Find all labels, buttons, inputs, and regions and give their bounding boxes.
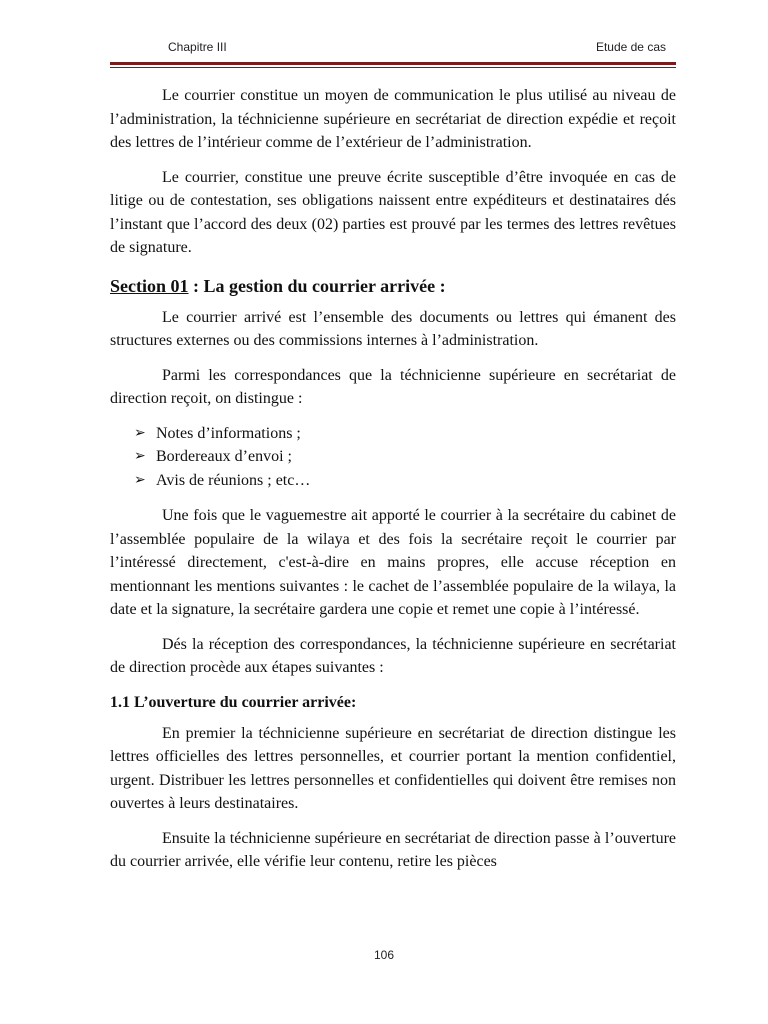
list-item: ➢ Bordereaux d’envoi ; (134, 445, 676, 469)
page-number: 106 (373, 948, 395, 962)
arrow-bullet-icon: ➢ (134, 472, 146, 488)
page-body (110, 84, 676, 885)
paragraph: Dés la réception des correspondances, la téchnicienne supérieure en secrétariat de direction procède aux étapes suivantes : (110, 635, 676, 676)
section-number: Section 01 (110, 275, 189, 296)
arrow-bullet-icon: ➢ (134, 425, 146, 441)
bullet-list (110, 422, 676, 493)
header-rule-thick (110, 62, 676, 65)
chapter-label: Chapitre III (168, 40, 227, 54)
subsection-heading: 1.1 L’ouverture du courrier arrivée: (110, 693, 357, 711)
list-item: ➢ Avis de réunions ; etc… (134, 469, 676, 493)
paragraph: En premier la téchnicienne supérieure en secrétariat de direction distingue les lettres officielles des lettres personnelles, et courrier portant la mention confidentiel, urgent. Distribuer les lettres personnelles et confidentielles qui doivent être remises non ouvertes à leurs destinataires. (110, 724, 676, 812)
paragraph: Le courrier arrivé est l’ensemble des documents ou lettres qui émanent des structures externes ou des commissions internes à l’administration. (110, 308, 676, 349)
list-item: ➢ Notes d’informations ; (134, 422, 676, 446)
paragraph: Le courrier, constitue une preuve écrite susceptible d’être invoquée en cas de litige ou de contestation, ses obligations naissent entre expéditeurs et destinataires dés l’instant que l’accord des deux (02) parties est prouvé par les termes des lettres revêtues de signature. (110, 168, 676, 256)
section-title: : La gestion du courrier arrivée : (188, 275, 446, 296)
paragraph: Ensuite la téchnicienne supérieure en secrétariat de direction passe à l’ouverture du courrier arrivée, elle vérifie leur contenu, retire les pièces (110, 829, 676, 870)
paragraph: Le courrier constitue un moyen de communication le plus utilisé au niveau de l’administration, la téchnicienne supérieure en secrétariat de direction expédie et reçoit des lettres de l’intérieur comme de l’extérieur de l’administration. (110, 87, 676, 151)
paragraph: Parmi les correspondances que la téchnicienne supérieure en secrétariat de direction reçoit, on distingue : (110, 366, 676, 407)
section-label: Etude de cas (595, 40, 666, 54)
paragraph: Une fois que le vaguemestre ait apporté le courrier à la secrétaire du cabinet de l’assemblée populaire de la wilaya et des fois la secrétaire reçoit le courrier par l’intéressé directement, c'est-à-dire en mains propres, elle accuse réception en mentionnant les mentions suivantes : le cachet de l’assemblée populaire de la wilaya, la date et la signature, la secrétaire gardera une copie et remet une copie à l’intéressé. (110, 507, 676, 618)
section-heading (110, 274, 676, 298)
header-rule-thin (110, 67, 676, 68)
arrow-bullet-icon: ➢ (134, 449, 146, 464)
